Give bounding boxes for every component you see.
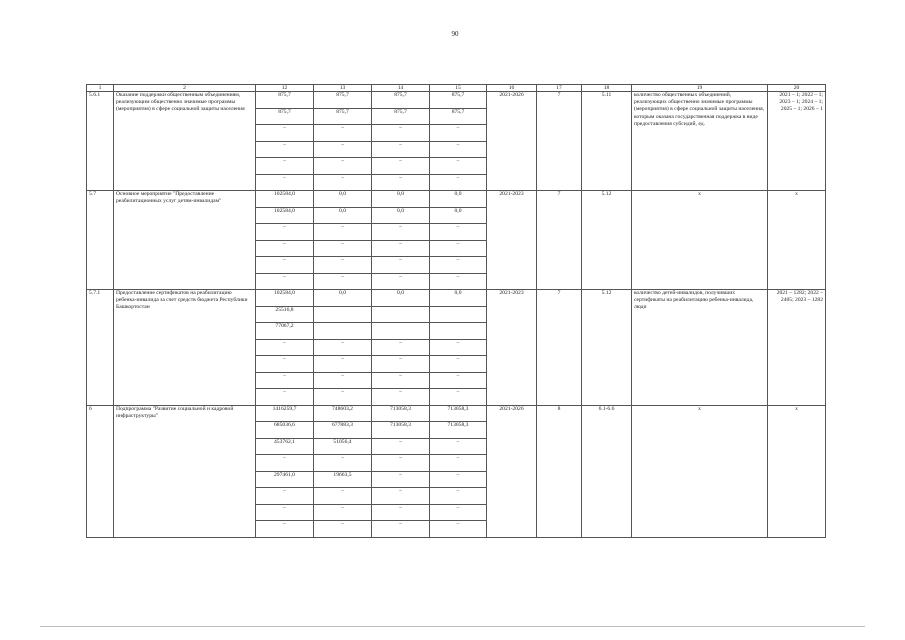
value-cell: – <box>430 488 487 505</box>
value-cell: 0,0 <box>372 191 430 208</box>
value-cell: – <box>430 372 487 389</box>
value-cell: 875,7 <box>256 92 314 109</box>
value-cell: – <box>372 273 430 290</box>
value-cell: – <box>372 257 430 274</box>
col18-cell: 5.12 <box>582 290 632 406</box>
value-cell: 51056,4 <box>314 438 372 455</box>
value-cell: 0,0 <box>430 191 487 208</box>
value-cell: – <box>430 240 487 257</box>
target-values-cell: 2021 – 1282; 2022 – 2405; 2023 – 1282 <box>768 290 826 406</box>
value-cell: – <box>256 141 314 158</box>
value-cell: – <box>372 521 430 538</box>
years-cell: 2021-2023 <box>487 290 537 406</box>
value-cell: – <box>372 488 430 505</box>
table-row <box>87 92 826 109</box>
header-cell: 19 <box>632 85 768 92</box>
value-cell: – <box>430 224 487 241</box>
value-cell: – <box>372 158 430 175</box>
value-cell <box>430 323 487 340</box>
col18-cell: 6.1-6.6 <box>582 405 632 537</box>
value-cell: – <box>314 125 372 142</box>
value-cell: – <box>372 141 430 158</box>
table-row <box>87 290 826 307</box>
value-cell: – <box>430 273 487 290</box>
value-cell <box>430 306 487 323</box>
header-cell: 12 <box>256 85 314 92</box>
header-cell: 2 <box>114 85 256 92</box>
col17-cell: 8 <box>537 405 582 537</box>
col17-cell: 7 <box>537 92 582 191</box>
value-cell: 677883,3 <box>314 422 372 439</box>
header-cell: 14 <box>372 85 430 92</box>
value-cell: – <box>314 389 372 406</box>
value-cell: – <box>430 356 487 373</box>
indicator-cell: x <box>632 405 768 537</box>
value-cell: 19663,5 <box>314 471 372 488</box>
value-cell: 713058,3 <box>430 405 487 422</box>
value-cell: 0,0 <box>372 207 430 224</box>
value-cell: – <box>372 125 430 142</box>
value-cell: 713058,3 <box>372 422 430 439</box>
header-cell: 13 <box>314 85 372 92</box>
value-cell: – <box>314 372 372 389</box>
row-title: Предоставление сертификатов на реабилитацию ребенка-инвалида за счет средств бюджета Республики Башкортостан <box>114 290 256 406</box>
value-cell: – <box>314 455 372 472</box>
value-cell <box>314 323 372 340</box>
value-cell: 875,7 <box>256 108 314 125</box>
value-cell: – <box>372 504 430 521</box>
target-values-cell: 2021 – 1; 2022 – 1; 2023 – 1; 2024 – 1; 2025 – 1; 2026 – 1 <box>768 92 826 191</box>
years-cell: 2021-2023 <box>487 191 537 290</box>
value-cell: 0,0 <box>314 207 372 224</box>
value-cell <box>372 323 430 340</box>
value-cell: – <box>256 174 314 191</box>
table-row <box>87 405 826 422</box>
value-cell: – <box>430 438 487 455</box>
value-cell: 713058,3 <box>430 422 487 439</box>
header-cell: 18 <box>582 85 632 92</box>
value-cell: 875,7 <box>314 108 372 125</box>
value-cell: – <box>314 521 372 538</box>
value-cell: 102584,0 <box>256 290 314 307</box>
value-cell: 875,7 <box>430 92 487 109</box>
value-cell: 0,0 <box>314 290 372 307</box>
value-cell: – <box>256 257 314 274</box>
value-cell: – <box>372 455 430 472</box>
value-cell: – <box>314 158 372 175</box>
value-cell: – <box>372 389 430 406</box>
value-cell: 297461,0 <box>256 471 314 488</box>
col17-cell: 7 <box>537 290 582 406</box>
value-cell: – <box>256 158 314 175</box>
indicator-cell: количество общественных объединений, реализующих общественно значимые программы (мероприятия) в сфере социальной защиты населения, которым оказана государственная поддержка в виде предоставления субсидий, ед. <box>632 92 768 191</box>
value-cell: 748603,2 <box>314 405 372 422</box>
indicator-cell: количество детей-инвалидов, получивших сертификаты на реабилитацию ребенка-инвалида, люди <box>632 290 768 406</box>
col17-cell: 7 <box>537 191 582 290</box>
row-title: Оказание поддержки общественным объединениям, реализующим общественно значимые программы (мероприятия) в сфере социальной защиты населения <box>114 92 256 191</box>
value-cell: – <box>256 273 314 290</box>
value-cell: 0,0 <box>314 191 372 208</box>
value-cell: – <box>256 372 314 389</box>
value-cell: – <box>372 224 430 241</box>
page-number: 90 <box>451 30 459 38</box>
value-cell: – <box>372 356 430 373</box>
value-cell: – <box>314 273 372 290</box>
value-cell: 0,0 <box>430 207 487 224</box>
value-cell: 102584,0 <box>256 207 314 224</box>
row-number: 5.6.1 <box>87 92 114 191</box>
value-cell: 77067,2 <box>256 323 314 340</box>
col18-cell: 5.12 <box>582 191 632 290</box>
value-cell: – <box>314 224 372 241</box>
value-cell <box>314 306 372 323</box>
value-cell: – <box>372 174 430 191</box>
years-cell: 2021-2026 <box>487 405 537 537</box>
value-cell: – <box>430 257 487 274</box>
row-number: 6 <box>87 405 114 537</box>
value-cell: – <box>372 240 430 257</box>
header-cell: 1 <box>87 85 114 92</box>
value-cell: – <box>256 504 314 521</box>
value-cell: – <box>372 372 430 389</box>
indicator-cell: x <box>632 191 768 290</box>
value-cell: – <box>430 389 487 406</box>
target-values-cell: x <box>768 191 826 290</box>
value-cell: 0,0 <box>430 290 487 307</box>
value-cell: – <box>314 339 372 356</box>
value-cell: – <box>256 389 314 406</box>
value-cell: – <box>430 125 487 142</box>
value-cell: 25516,8 <box>256 306 314 323</box>
row-number: 5.7 <box>87 191 114 290</box>
value-cell: – <box>256 356 314 373</box>
value-cell: 685036,6 <box>256 422 314 439</box>
value-cell: – <box>256 240 314 257</box>
target-values-cell: x <box>768 405 826 537</box>
row-title: Основное мероприятие "Предоставление реабилитационных услуг детям-инвалидам" <box>114 191 256 290</box>
header-cell: 16 <box>487 85 537 92</box>
value-cell: 875,7 <box>430 108 487 125</box>
value-cell: 102584,0 <box>256 191 314 208</box>
col18-cell: 5.11 <box>582 92 632 191</box>
value-cell: – <box>430 504 487 521</box>
value-cell: – <box>314 240 372 257</box>
value-cell: – <box>372 471 430 488</box>
row-title: Подпрограмма "Развитие социальной и кадровой инфраструктуры" <box>114 405 256 537</box>
program-table <box>86 84 826 538</box>
value-cell: – <box>314 257 372 274</box>
value-cell: – <box>314 174 372 191</box>
value-cell: 875,7 <box>314 92 372 109</box>
value-cell: – <box>430 141 487 158</box>
value-cell: 0,0 <box>372 290 430 307</box>
value-cell: – <box>430 174 487 191</box>
header-row <box>87 85 826 92</box>
value-cell: – <box>256 339 314 356</box>
value-cell: – <box>430 339 487 356</box>
value-cell: 713058,3 <box>372 405 430 422</box>
value-cell: – <box>256 224 314 241</box>
value-cell <box>372 306 430 323</box>
value-cell: – <box>314 504 372 521</box>
value-cell: – <box>372 438 430 455</box>
value-cell: – <box>256 125 314 142</box>
value-cell: – <box>256 488 314 505</box>
value-cell: 875,7 <box>372 92 430 109</box>
value-cell: – <box>314 356 372 373</box>
table-row <box>87 191 826 208</box>
value-cell: – <box>430 158 487 175</box>
value-cell: – <box>314 488 372 505</box>
header-cell: 17 <box>537 85 582 92</box>
value-cell: – <box>256 455 314 472</box>
value-cell: – <box>256 521 314 538</box>
value-cell: – <box>314 141 372 158</box>
value-cell: – <box>430 455 487 472</box>
value-cell: 453762,1 <box>256 438 314 455</box>
value-cell: – <box>430 521 487 538</box>
years-cell: 2021-2026 <box>487 92 537 191</box>
row-number: 5.7.1 <box>87 290 114 406</box>
value-cell: 875,7 <box>372 108 430 125</box>
value-cell: 1416259,7 <box>256 405 314 422</box>
header-cell: 20 <box>768 85 826 92</box>
value-cell: – <box>430 471 487 488</box>
header-cell: 15 <box>430 85 487 92</box>
footer-rule <box>40 626 865 627</box>
value-cell: – <box>372 339 430 356</box>
